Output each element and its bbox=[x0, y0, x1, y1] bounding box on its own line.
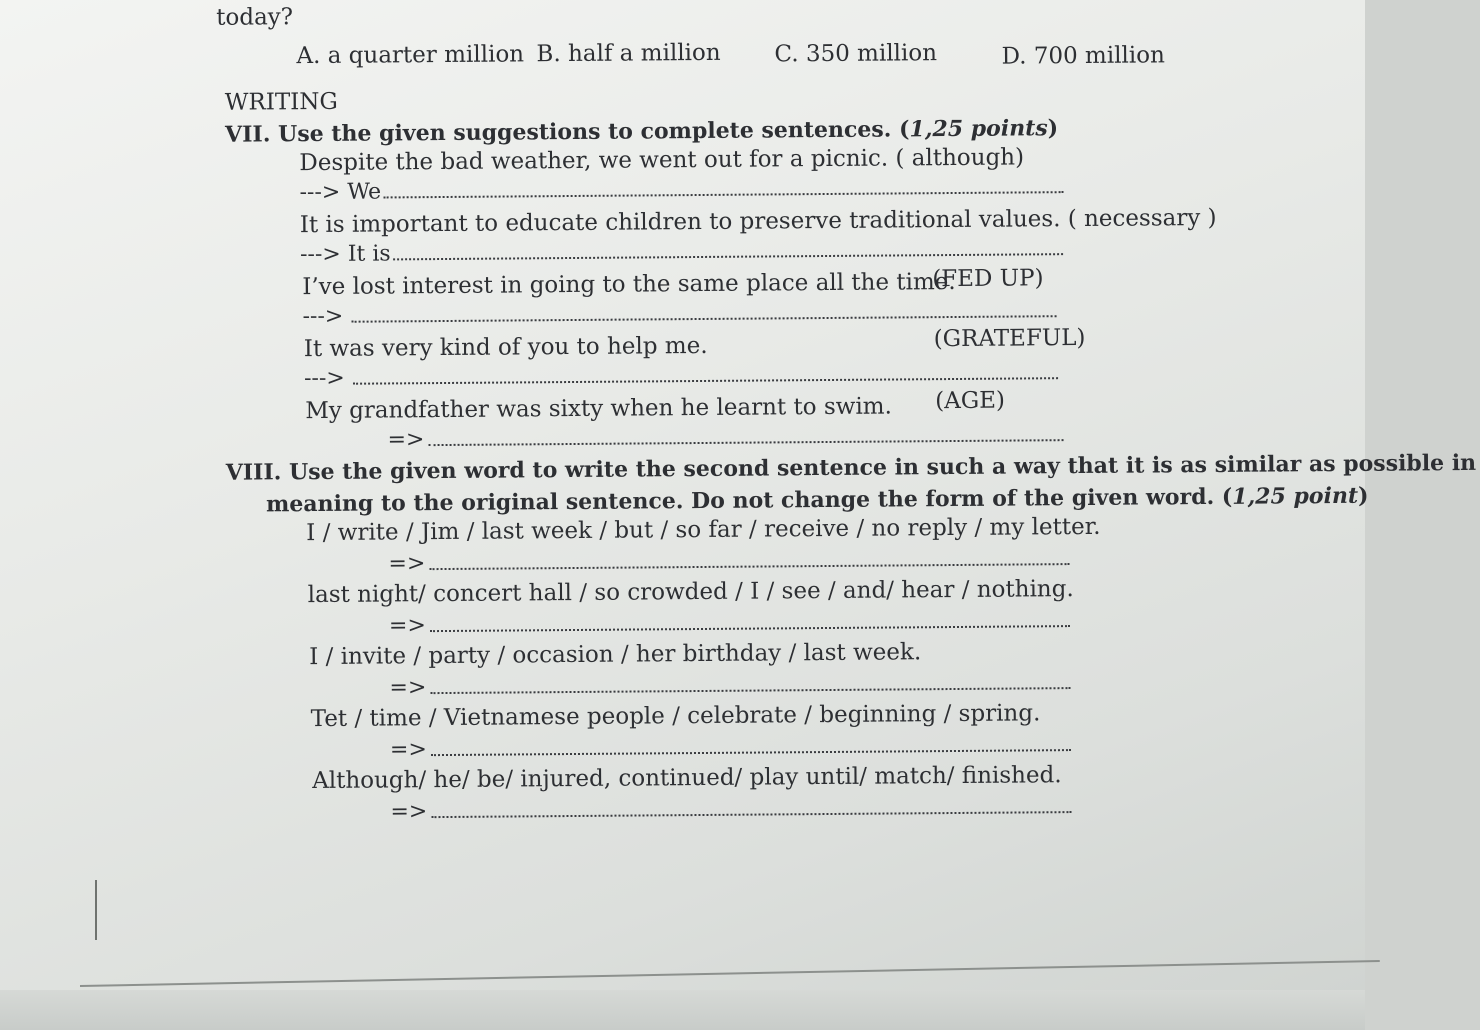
s7-item5-hint: (AGE) bbox=[935, 387, 1006, 415]
s7-item4-hint: (GRATEFUL) bbox=[933, 324, 1086, 353]
s7-item5-answer-line[interactable] bbox=[387, 421, 1063, 454]
s8-item1-sentence: I / write / Jim / last week / but / so far / receive / no reply / my letter. bbox=[306, 513, 1101, 547]
desk-surface bbox=[0, 990, 1365, 1030]
option-b: B. half a million bbox=[536, 39, 721, 68]
s8-item1-answer-line[interactable] bbox=[388, 545, 1069, 578]
s8-item5-prompt: => bbox=[390, 799, 428, 825]
s8-item4-prompt: => bbox=[389, 737, 427, 763]
option-a: A. a quarter million bbox=[296, 41, 525, 70]
s7-item3-hint: (FED UP) bbox=[932, 265, 1044, 293]
option-d: D. 700 million bbox=[1001, 42, 1165, 70]
s7-item1-prompt: ---> We bbox=[299, 179, 382, 206]
s7-item4-prompt: ---> bbox=[303, 365, 345, 392]
s8-item5-sentence: Although/ he/ be/ injured, continued/ play until/ match/ finished. bbox=[312, 762, 1062, 795]
s8-item3-prompt: => bbox=[389, 675, 427, 701]
s8-item4-sentence: Tet / time / Vietnamese people / celebrate / beginning / spring. bbox=[310, 700, 1041, 733]
s8-item2-prompt: => bbox=[388, 613, 426, 639]
option-c: C. 350 million bbox=[774, 40, 938, 68]
s7-item3-prompt: ---> bbox=[302, 303, 344, 330]
s7-item2-answer-line[interactable] bbox=[300, 235, 1063, 269]
previous-question-fragment: today? bbox=[216, 4, 294, 31]
s8-item3-answer-line[interactable] bbox=[389, 669, 1070, 702]
section-7-title: VII. Use the given suggestions to complete sentences. (1,25 points) bbox=[225, 115, 1059, 148]
s7-item2-prompt: ---> It is bbox=[299, 241, 391, 268]
paper-fold-mark bbox=[95, 880, 97, 940]
s7-item3-sentence: I’ve lost interest in going to the same place all the time. bbox=[302, 268, 956, 301]
s7-item1-sentence: Despite the bad weather, we went out for a picnic. ( although) bbox=[299, 144, 1025, 177]
s8-item1-prompt: => bbox=[388, 551, 426, 577]
s7-item1-answer-line[interactable] bbox=[299, 173, 1063, 207]
section-8-title-line2: meaning to the original sentence. Do not change the form of the given word. (1,25 point) bbox=[265, 482, 1369, 518]
s7-item2-sentence: It is important to educate children to preserve traditional values. ( necessary ) bbox=[299, 204, 1217, 239]
s8-item4-answer-line[interactable] bbox=[390, 731, 1071, 764]
writing-heading: WRITING bbox=[224, 88, 338, 116]
s8-item2-answer-line[interactable] bbox=[389, 607, 1070, 640]
s8-item3-sentence: I / invite / party / occasion / her birthday / last week. bbox=[309, 639, 922, 671]
s7-item5-sentence: My grandfather was sixty when he learnt to swim. bbox=[305, 393, 892, 425]
s7-item5-prompt: => bbox=[387, 427, 425, 453]
s8-item2-sentence: last night/ concert hall / so crowded / I / see / and/ hear / nothing. bbox=[307, 576, 1074, 609]
section-8-title-line1: VIII. Use the given word to write the second sentence in such a way that it is as similar as possible in bbox=[225, 449, 1477, 486]
s8-item5-answer-line[interactable] bbox=[390, 793, 1071, 826]
s7-item4-sentence: It was very kind of you to help me. bbox=[303, 332, 708, 363]
